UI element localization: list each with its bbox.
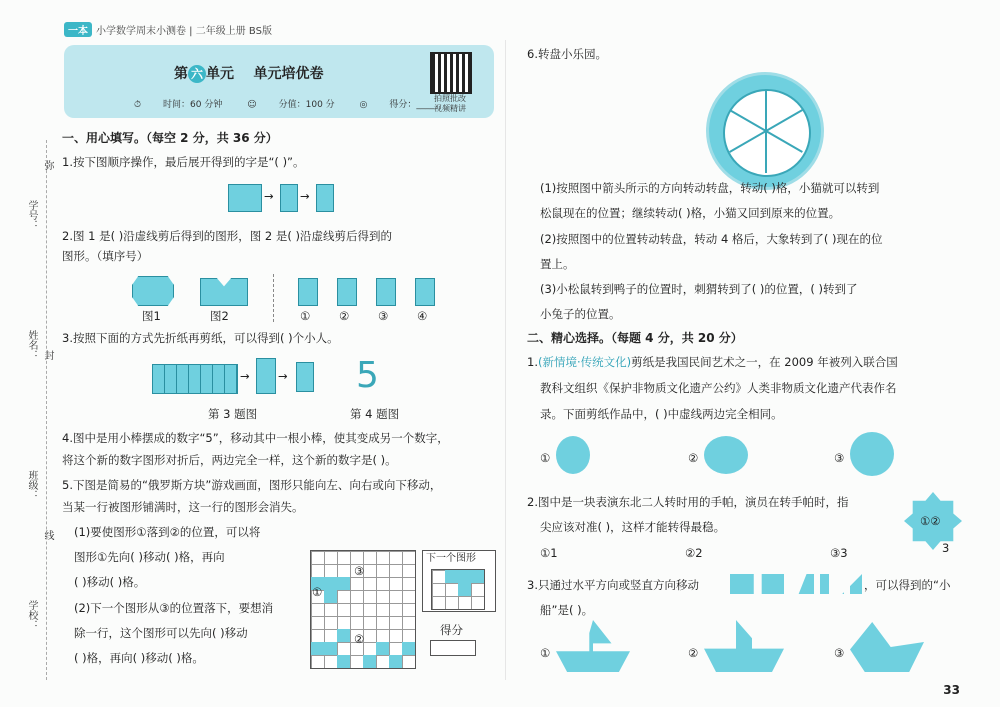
c1-option-1[interactable]: ① — [540, 451, 551, 465]
q1-paper — [228, 184, 262, 212]
c3-option-1[interactable]: ① — [540, 646, 551, 660]
unit-number: 六 — [188, 65, 206, 83]
name-label: 姓名： — [26, 330, 37, 360]
c2-option-3[interactable]: ③3 — [830, 546, 848, 560]
option-2-shape — [337, 278, 357, 306]
fig2-caption: 图2 — [210, 309, 229, 323]
c1-text-a-body: 剪纸是我国民间艺术之一，在 2009 年被列入联合国 — [631, 355, 898, 369]
header-line: 一本 小学数学周末小测卷 | 二年级上册 BS版 — [64, 22, 272, 37]
arrow-icon: → — [264, 189, 274, 203]
xian-label: 线 — [42, 530, 53, 540]
q4-text-b: 将这个新的数字图形对折后，两边完全一样，这个新的数字是( )。 — [62, 453, 397, 467]
q6-part2-b: 置上。 — [540, 257, 575, 271]
qr-code-icon[interactable] — [430, 52, 472, 94]
c3-text-b: ，可以得到的“小 — [864, 578, 951, 592]
q5-part2-c: ( )格，再向( )移动( )格。 — [74, 651, 204, 665]
c2-text-b: 尖应该对准( )，这样才能转得最稳。 — [540, 520, 726, 534]
score-input[interactable] — [430, 640, 476, 656]
seal-line — [46, 140, 47, 680]
grid-cell — [324, 590, 337, 603]
papercut-gourd — [556, 436, 590, 474]
figure-2-shape — [200, 278, 248, 306]
time-label: 时间：60 分钟 — [163, 100, 223, 110]
grid-cell — [402, 642, 415, 655]
c2-option-1[interactable]: ①1 — [540, 546, 558, 560]
boat-2-icon — [704, 620, 784, 672]
next-shape-box — [422, 550, 496, 612]
option-1-shape — [298, 278, 318, 306]
grid-label-1: ① — [312, 585, 323, 599]
next-shape-label: 下一个图形 — [426, 553, 476, 564]
q2-text-a: 2.图 1 是( )沿虚线剪后得到的图形，图 2 是( )沿虚线剪后得到的 — [62, 229, 392, 243]
q6-part3-a: (3)小松鼠转到鸭子的位置时，刺猬转到了( )的位置，( )转到了 — [540, 282, 858, 296]
q6-text: 6.转盘小乐园。 — [527, 47, 607, 61]
c3-option-3[interactable]: ③ — [834, 646, 845, 660]
q5-part2-b: 除一行，这个图形可以先向( )移动 — [74, 626, 248, 640]
section-2-title: 二、精心选择。（每题 4 分，共 20 分） — [527, 331, 743, 345]
c3-text-c: 船”是( )。 — [540, 603, 594, 617]
grid-cell — [337, 655, 350, 668]
figure-1-shape — [132, 276, 174, 306]
q3-strip — [152, 364, 238, 394]
grid-cell — [363, 655, 376, 668]
series-logo: 一本 — [64, 22, 92, 37]
unit-suffix: 单元 — [206, 66, 234, 82]
handkerchief-label: ①② — [920, 514, 941, 528]
q3-folded — [256, 358, 276, 394]
q2-text-b: 图形。（填序号） — [62, 249, 149, 263]
q5-text-a: 5.下图是简易的“俄罗斯方块”游戏画面，图形只能向左、向右或向下移动， — [62, 478, 442, 492]
q6-part3-b: 小兔子的位置。 — [540, 307, 621, 321]
q6-part1-a: (1)按照图中箭头所示的方向转动转盘，转动( )格，小猫就可以转到 — [540, 181, 880, 195]
clock-icon: ⏱ — [134, 100, 142, 110]
grade-label: 二年级上册 BS版 — [195, 26, 272, 37]
fig4-caption: 第 4 题图 — [350, 407, 400, 421]
score-label: 分值：100 分 — [278, 100, 335, 110]
qr-caption: 拍照批改 视频精讲 — [434, 94, 466, 113]
unit-title — [174, 63, 324, 83]
q3-text: 3.按照下面的方式先折纸再剪纸，可以得到( )个小人。 — [62, 331, 339, 345]
q6-part2-a: (2)按照图中的位置转动转盘，转动 4 格后，大象转到了( )现在的位 — [540, 232, 883, 246]
q5-part1-b: 图形①先向( )移动( )格，再向 — [74, 550, 225, 564]
q1-text: 1.按下图顺序操作，最后展开得到的字是“( )”。 — [62, 155, 305, 169]
turntable — [706, 72, 824, 190]
boat-1-icon — [556, 620, 630, 672]
fig3-caption: 第 3 题图 — [208, 407, 258, 421]
option-4-shape — [415, 278, 435, 306]
grid-cell — [311, 642, 324, 655]
q5-part2-a: (2)下一个图形从③的位置落下，要想消 — [74, 601, 274, 615]
unit-prefix: 第 — [174, 66, 188, 82]
q5-part1-a: (1)要使图形①落到②的位置，可以将 — [74, 525, 261, 539]
xuehao-label: 学号： — [26, 200, 37, 230]
c1-option-2[interactable]: ② — [688, 451, 699, 465]
q5-text-b: 当某一行被图形铺满时，这一行的图形会消失。 — [62, 500, 304, 514]
score-box-label: 得分 — [440, 623, 463, 637]
option-4-label: ④ — [417, 309, 428, 323]
grid-cell — [471, 570, 484, 583]
c3-option-2[interactable]: ② — [688, 646, 699, 660]
class-label: 班级： — [26, 470, 37, 500]
got-label: 得分：____ — [389, 100, 435, 110]
q3-cut — [296, 362, 314, 392]
section-1-title: 一、用心填写。（每空 2 分，共 36 分） — [62, 131, 278, 145]
arrow-icon: → — [278, 369, 288, 383]
papercut-lantern — [704, 436, 748, 474]
grid-label-2: ② — [354, 632, 365, 646]
exam-info — [134, 97, 456, 110]
q5-part1-c: ( )移动( )格。 — [74, 575, 146, 589]
grid-cell — [337, 629, 350, 642]
grid-cell — [376, 642, 389, 655]
c1-text-b: 教科文组织《保护非物质文化遗产公约》人类非物质文化遗产代表作名 — [540, 381, 897, 395]
divider — [273, 274, 274, 322]
c1-text-a: 1.(新情境·传统文化)剪纸是我国民间艺术之一，在 2009 年被列入联合国 — [527, 355, 898, 369]
boat-3-icon — [850, 622, 924, 672]
medal-icon: ☺ — [247, 100, 257, 110]
column-separator — [505, 40, 506, 680]
grid-cell — [458, 583, 471, 596]
c1-option-3[interactable]: ③ — [834, 451, 845, 465]
grid-cell — [389, 655, 402, 668]
stick-five: 5 — [356, 355, 379, 396]
option-3-shape — [376, 278, 396, 306]
c2-text-a: 2.图中是一块表演东北二人转时用的手帕，演员在转手帕时，指 — [527, 495, 849, 509]
arrow-icon: → — [240, 369, 250, 383]
q4-text-a: 4.图中是用小棒摆成的数字“5”，移动其中一根小棒，使其变成另一个数字， — [62, 431, 449, 445]
series-name: 小学数学周末小测卷 — [96, 26, 186, 37]
target-icon: ◎ — [359, 100, 368, 110]
handkerchief-point-3: 3 — [942, 541, 950, 555]
arrow-icon: → — [300, 189, 310, 203]
option-1-label: ① — [300, 309, 311, 323]
fig1-caption: 图1 — [142, 309, 161, 323]
grid-cell — [324, 577, 337, 590]
c2-option-2[interactable]: ②2 — [685, 546, 703, 560]
q1-folded — [280, 184, 298, 212]
grid-label-3: ③ — [354, 564, 365, 578]
q1-cut — [316, 184, 334, 212]
mi-label: 弥 — [42, 160, 53, 170]
grid-cell — [458, 570, 471, 583]
grid-cell — [337, 577, 350, 590]
q6-part1-b: 松鼠现在的位置；继续转动( )格，小猫又回到原来的位置。 — [540, 206, 841, 220]
grid-cell — [445, 570, 458, 583]
feng-label: 封 — [42, 350, 53, 360]
exam-title: 单元培优卷 — [253, 66, 324, 82]
grid-cell — [324, 642, 337, 655]
c3-pieces — [730, 574, 862, 594]
page-number: 33 — [943, 683, 960, 697]
c3-text-a: 3.只通过水平方向或竖直方向移动 — [527, 578, 699, 592]
option-3-label: ③ — [378, 309, 389, 323]
option-2-label: ② — [339, 309, 350, 323]
next-shape-grid — [431, 569, 485, 610]
school-label: 学校： — [26, 600, 37, 630]
c1-text-c: 录。下面剪纸作品中，( )中虚线两边完全相同。 — [540, 407, 783, 421]
c1-tag: (新情境·传统文化) — [537, 355, 632, 369]
papercut-flower — [850, 432, 894, 476]
